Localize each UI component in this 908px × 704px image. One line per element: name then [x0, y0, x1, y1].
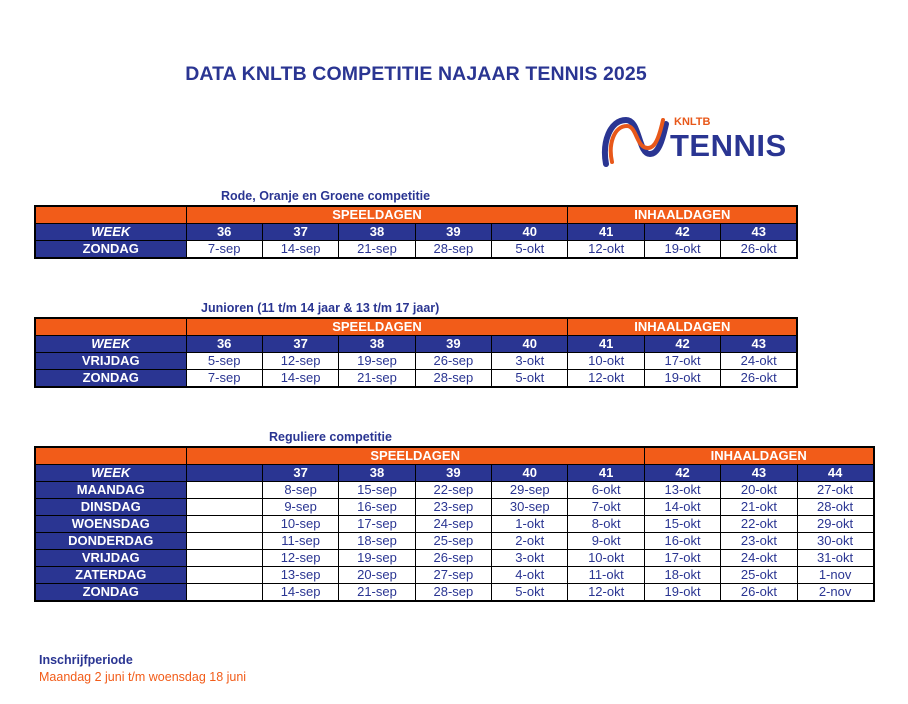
date-cell: 20-okt	[721, 482, 797, 499]
date-cell: 26-sep	[415, 353, 491, 370]
date-cell: 12-sep	[262, 550, 338, 567]
date-cell: 1-nov	[797, 567, 873, 584]
logo-knltb-text: KNLTB	[674, 116, 711, 128]
date-cell: 10-sep	[262, 516, 338, 533]
date-cell	[186, 533, 262, 550]
date-cell: 15-sep	[339, 482, 415, 499]
week-label: WEEK	[35, 336, 186, 353]
section3-subtitle: Reguliere competitie	[269, 430, 392, 444]
week-number-cell: 39	[415, 336, 491, 353]
page-title: DATA KNLTB COMPETITIE NAJAAR TENNIS 2025	[185, 63, 647, 85]
date-cell: 23-sep	[415, 499, 491, 516]
table-row	[35, 482, 874, 499]
week-number-cell: 41	[568, 465, 644, 482]
date-cell: 5-okt	[492, 241, 568, 259]
date-cell: 28-sep	[415, 241, 491, 259]
date-cell: 18-okt	[644, 567, 720, 584]
header-corner	[35, 318, 186, 336]
date-cell: 14-sep	[262, 584, 338, 602]
inhaaldagen-header: INHAALDAGEN	[568, 318, 797, 336]
date-cell: 22-sep	[415, 482, 491, 499]
date-cell: 8-okt	[568, 516, 644, 533]
day-label: ZONDAG	[35, 370, 186, 388]
week-number-cell: 40	[492, 336, 568, 353]
date-cell	[186, 482, 262, 499]
date-cell: 14-okt	[644, 499, 720, 516]
date-cell: 16-sep	[339, 499, 415, 516]
day-label: VRIJDAG	[35, 353, 186, 370]
date-cell: 21-sep	[339, 241, 415, 259]
date-cell: 17-okt	[644, 353, 720, 370]
week-number-cell: 38	[339, 336, 415, 353]
date-cell: 7-sep	[186, 241, 262, 259]
date-cell: 9-okt	[568, 533, 644, 550]
table-row	[35, 499, 874, 516]
table-row	[35, 370, 797, 388]
day-label: MAANDAG	[35, 482, 186, 499]
knltb-swoosh-logo-icon	[600, 112, 672, 172]
table-row	[35, 584, 874, 602]
day-label: ZONDAG	[35, 584, 186, 602]
date-cell: 30-sep	[492, 499, 568, 516]
day-label: ZONDAG	[35, 241, 186, 259]
date-cell: 26-sep	[415, 550, 491, 567]
date-cell: 5-okt	[492, 584, 568, 602]
week-number-cell: 43	[721, 465, 797, 482]
date-cell: 18-sep	[339, 533, 415, 550]
table-row	[35, 550, 874, 567]
date-cell: 26-okt	[721, 584, 797, 602]
week-number-cell: 42	[644, 465, 720, 482]
date-cell	[186, 584, 262, 602]
date-cell: 26-okt	[721, 241, 797, 259]
date-cell: 2-nov	[797, 584, 873, 602]
date-cell: 21-sep	[339, 584, 415, 602]
date-cell	[186, 499, 262, 516]
header-row	[35, 318, 797, 336]
inschrijfperiode-text: Maandag 2 juni t/m woensdag 18 juni	[39, 670, 247, 684]
speeldagen-header: SPEELDAGEN	[186, 318, 568, 336]
table-row	[35, 353, 797, 370]
week-number-cell: 37	[262, 336, 338, 353]
date-cell: 11-sep	[262, 533, 338, 550]
header-corner	[35, 447, 186, 465]
day-label: ZATERDAG	[35, 567, 186, 584]
week-number-cell: 43	[721, 224, 797, 241]
week-number-cell: 36	[186, 336, 262, 353]
week-number-cell: 38	[339, 465, 415, 482]
date-cell: 14-sep	[262, 370, 338, 388]
date-cell: 8-sep	[262, 482, 338, 499]
schedule-table-reguliere	[34, 446, 875, 602]
date-cell	[186, 516, 262, 533]
date-cell	[186, 567, 262, 584]
date-cell: 25-sep	[415, 533, 491, 550]
header-corner	[35, 206, 186, 224]
week-row	[35, 224, 797, 241]
date-cell: 17-okt	[644, 550, 720, 567]
section1-subtitle: Rode, Oranje en Groene competitie	[221, 189, 431, 203]
week-number-cell	[186, 465, 262, 482]
date-cell: 23-okt	[721, 533, 797, 550]
date-cell: 1-okt	[492, 516, 568, 533]
header-row	[35, 447, 874, 465]
date-cell: 20-sep	[339, 567, 415, 584]
date-cell: 16-okt	[644, 533, 720, 550]
date-cell: 12-sep	[262, 353, 338, 370]
date-cell: 19-okt	[644, 370, 720, 388]
date-cell: 24-okt	[721, 550, 797, 567]
date-cell: 2-okt	[492, 533, 568, 550]
date-cell: 5-okt	[492, 370, 568, 388]
date-cell: 17-sep	[339, 516, 415, 533]
date-cell: 19-okt	[644, 584, 720, 602]
logo-tennis-text: TENNIS	[670, 128, 787, 163]
date-cell: 12-okt	[568, 584, 644, 602]
date-cell: 19-sep	[339, 550, 415, 567]
week-number-cell: 40	[492, 465, 568, 482]
date-cell: 28-okt	[797, 499, 873, 516]
week-number-cell: 41	[568, 336, 644, 353]
date-cell: 28-sep	[415, 584, 491, 602]
section2-subtitle: Junioren (11 t/m 14 jaar & 13 t/m 17 jaar)	[201, 301, 440, 315]
date-cell: 31-okt	[797, 550, 873, 567]
day-label: DINSDAG	[35, 499, 186, 516]
day-label: WOENSDAG	[35, 516, 186, 533]
speeldagen-header: SPEELDAGEN	[186, 206, 568, 224]
inhaaldagen-header: INHAALDAGEN	[568, 206, 797, 224]
table-row	[35, 241, 797, 259]
schedule-table-junioren	[34, 317, 798, 388]
date-cell: 24-sep	[415, 516, 491, 533]
week-number-cell: 40	[492, 224, 568, 241]
speeldagen-header: SPEELDAGEN	[186, 447, 644, 465]
date-cell: 22-okt	[721, 516, 797, 533]
date-cell: 12-okt	[568, 370, 644, 388]
week-number-cell: 41	[568, 224, 644, 241]
date-cell: 29-sep	[492, 482, 568, 499]
date-cell: 27-okt	[797, 482, 873, 499]
date-cell: 30-okt	[797, 533, 873, 550]
date-cell	[186, 550, 262, 567]
week-number-cell: 37	[262, 465, 338, 482]
week-number-cell: 44	[797, 465, 873, 482]
week-number-cell: 37	[262, 224, 338, 241]
date-cell: 14-sep	[262, 241, 338, 259]
date-cell: 27-sep	[415, 567, 491, 584]
date-cell: 13-okt	[644, 482, 720, 499]
date-cell: 25-okt	[721, 567, 797, 584]
week-number-cell: 36	[186, 224, 262, 241]
day-label: VRIJDAG	[35, 550, 186, 567]
date-cell: 29-okt	[797, 516, 873, 533]
week-number-cell: 39	[415, 465, 491, 482]
date-cell: 24-okt	[721, 353, 797, 370]
date-cell: 10-okt	[568, 353, 644, 370]
week-number-cell: 43	[721, 336, 797, 353]
date-cell: 11-okt	[568, 567, 644, 584]
date-cell: 15-okt	[644, 516, 720, 533]
inschrijfperiode-label: Inschrijfperiode	[39, 653, 133, 667]
week-label: WEEK	[35, 224, 186, 241]
week-label: WEEK	[35, 465, 186, 482]
header-row	[35, 206, 797, 224]
day-label: DONDERDAG	[35, 533, 186, 550]
date-cell: 13-sep	[262, 567, 338, 584]
week-number-cell: 42	[644, 224, 720, 241]
knltb-tennis-logo	[600, 112, 787, 172]
date-cell: 3-okt	[492, 550, 568, 567]
table-row	[35, 516, 874, 533]
date-cell: 26-okt	[721, 370, 797, 388]
date-cell: 4-okt	[492, 567, 568, 584]
week-number-cell: 42	[644, 336, 720, 353]
table-row	[35, 533, 874, 550]
week-row	[35, 336, 797, 353]
date-cell: 19-sep	[339, 353, 415, 370]
week-row	[35, 465, 874, 482]
date-cell: 10-okt	[568, 550, 644, 567]
date-cell: 6-okt	[568, 482, 644, 499]
week-number-cell: 39	[415, 224, 491, 241]
inhaaldagen-header: INHAALDAGEN	[644, 447, 873, 465]
schedule-table-rode-oranje-groene	[34, 205, 798, 259]
week-number-cell: 38	[339, 224, 415, 241]
date-cell: 5-sep	[186, 353, 262, 370]
date-cell: 7-okt	[568, 499, 644, 516]
date-cell: 12-okt	[568, 241, 644, 259]
date-cell: 28-sep	[415, 370, 491, 388]
date-cell: 19-okt	[644, 241, 720, 259]
date-cell: 7-sep	[186, 370, 262, 388]
date-cell: 9-sep	[262, 499, 338, 516]
date-cell: 21-okt	[721, 499, 797, 516]
date-cell: 3-okt	[492, 353, 568, 370]
date-cell: 21-sep	[339, 370, 415, 388]
table-row	[35, 567, 874, 584]
